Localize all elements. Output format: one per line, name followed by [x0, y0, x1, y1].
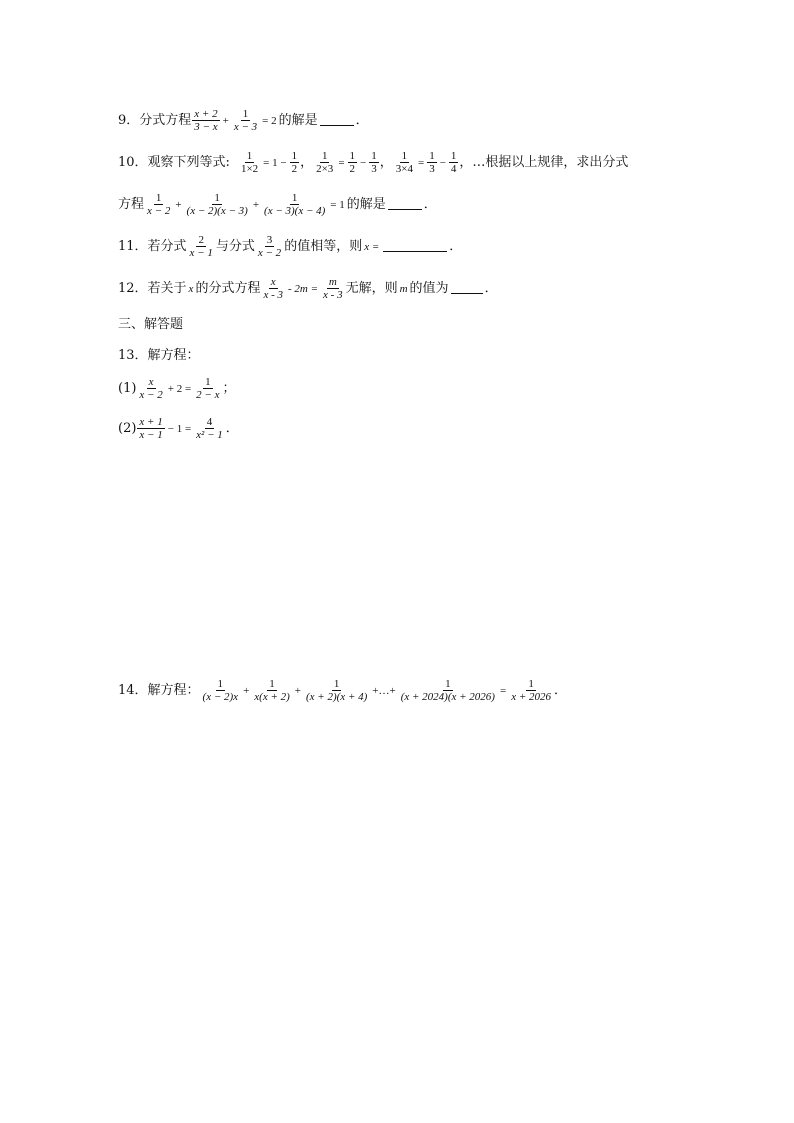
question-11: 11．若分式 $\frac{2}{x - 1}$ 与分式 $\frac{3}{x - 2}$ 的值相等，则 x = ． — [118, 234, 463, 259]
q9-fraction-2: $\frac{1}{x - 3}$ — [233, 108, 258, 133]
section-heading: 三、解答题 — [118, 317, 184, 332]
q9-fraction-1: $\frac{x + 2}{3 - x}$ — [194, 108, 218, 133]
q12-answer-blank[interactable] — [451, 283, 483, 294]
question-13-title: 13．解方程： — [118, 348, 200, 363]
q9-prefix: 9．分式方程 — [118, 112, 192, 128]
question-9: 9．分式方程 $\frac{x + 2}{3 - x}$ + $\frac{1}{x - 3}$ = 2 的解是 ． — [118, 108, 369, 133]
question-13-part-2: (2) $\frac{x + 1}{x - 1}$ − 1 = $\frac{4}{\text{x² − 1}}$ ． — [118, 416, 239, 441]
q10-answer-blank[interactable] — [388, 199, 422, 210]
question-12: 12．若关于 x 的分式方程 $\frac{x}{x - 3}$ - 2m = $\frac{m}{x - 3}$ 无解，则 m 的值为 ． — [118, 276, 498, 301]
q9-answer-blank[interactable] — [320, 115, 354, 126]
question-10-line-2: 方程 $\frac{1}{x - 2}$ + $\frac{1}{(x - 2)(x - 3)}$ + $\frac{1}{(x - 3)(x - 4)}$ = 1 的解是 ． — [118, 192, 437, 217]
question-14: 14．解方程： $\frac{1}{(x - 2)x}$ + $\frac{1}{x(x + 2)}$ + $\frac{1}{(x + 2)(x + 4)}$ +…+ $\frac{1}{(x + 2024)(x + 2026)}$ = $\frac{1}{x + 2026}$ ． — [118, 678, 568, 703]
question-13-part-1: (1) $\frac{x}{x - 2}$ + 2 = $\frac{1}{2 - x}$ ； — [118, 376, 236, 401]
q11-answer-blank[interactable] — [383, 241, 447, 252]
question-10-line-1: 10．观察下列等式: $\frac{1}{1\times 2}$ = 1 − $\frac{1}{2}$ ， $\frac{1}{2\times 3}$ = $\frac{1}{2}$ − $\frac{1}{3}$ ， $\frac{1}{3\times 4}$ = $\frac{1}{3}$ − $\frac{1}{4}$ ，…根据以上规律，求出分式 — [118, 150, 629, 175]
